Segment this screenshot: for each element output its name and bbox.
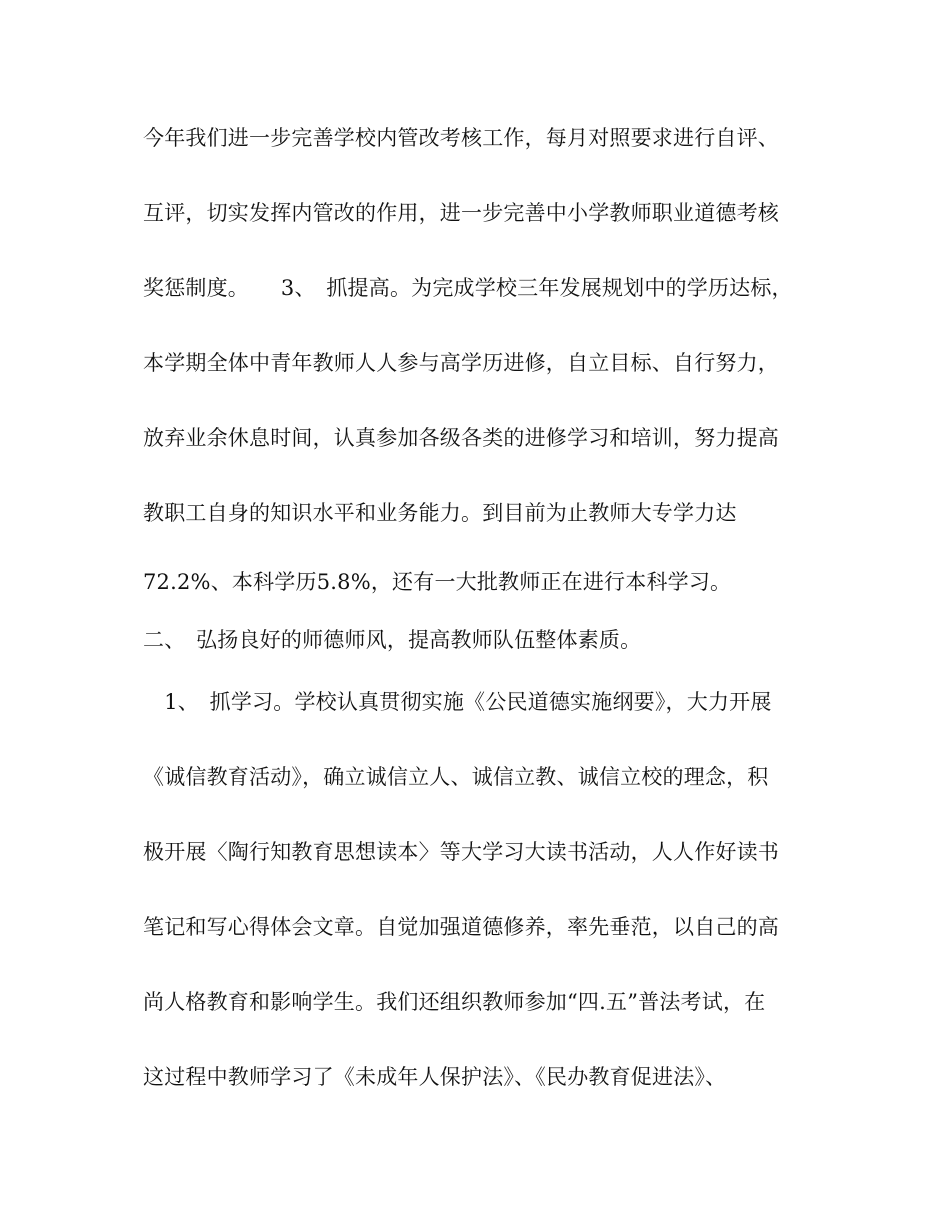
paragraph-line: 奖惩制度。 3、 抓提高。为完成学校三年发展规划中的学历达标，: [143, 276, 793, 300]
paragraph-line: 尚人格教育和影响学生。我们还组织教师参加“四.五”普法考试，在: [143, 990, 766, 1014]
paragraph-line: 72.2%、本科学历5.8%，还有一大批教师正在进行本科学习。: [143, 570, 732, 594]
paragraph-line: 互评，切实发挥内管改的作用，进一步完善中小学教师职业道德考核: [143, 201, 779, 225]
paragraph-line: 今年我们进一步完善学校内管改考核工作，每月对照要求进行自评、: [143, 126, 779, 150]
paragraph-line: 《诚信教育活动》，确立诚信立人、诚信立教、诚信立校的理念，积: [143, 765, 769, 789]
paragraph-line: 教职工自身的知识水平和业务能力。到目前为止教师大专学力达: [143, 501, 737, 525]
paragraph-line: 本学期全体中青年教师人人参与高学历进修，自立目标、自行努力，: [143, 351, 779, 375]
section-heading: 二、 弘扬良好的师德师风，提高教师队伍整体素质。: [143, 628, 642, 652]
paragraph-line: 笔记和写心得体会文章。自觉加强道德修养，率先垂范，以自己的高: [143, 915, 779, 939]
paragraph-line: 1、 抓学习。学校认真贯彻实施《公民道德实施纲要》，大力开展: [143, 690, 772, 714]
paragraph-line: 放弃业余休息时间，认真参加各级各类的进修学习和培训，努力提高: [143, 426, 779, 450]
paragraph-line: 这过程中教师学习了《未成年人保护法》、《民办教育促进法》、: [143, 1065, 727, 1089]
paragraph-line: 极开展〈陶行知教育思想读本〉等大学习大读书活动，人人作好读书: [143, 840, 779, 864]
